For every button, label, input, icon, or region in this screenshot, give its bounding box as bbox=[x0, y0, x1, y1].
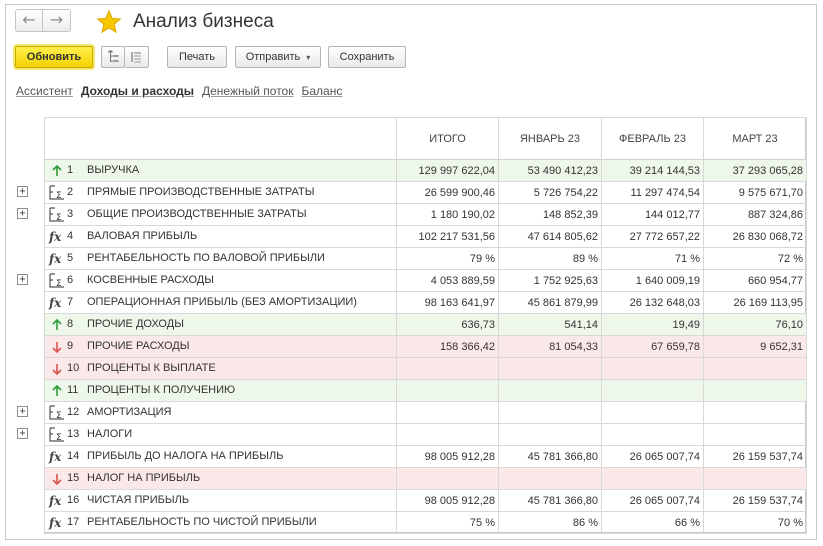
value-cell[interactable]: 26 830 068,72 bbox=[704, 226, 807, 248]
row-number: 8 bbox=[67, 318, 74, 331]
value-cell[interactable]: 144 012,77 bbox=[602, 204, 704, 226]
value-cell[interactable]: 66 % bbox=[602, 512, 704, 534]
value-cell[interactable]: 89 % bbox=[499, 248, 602, 270]
value-cell[interactable]: 26 599 900,46 bbox=[397, 182, 499, 204]
value-cell[interactable] bbox=[499, 358, 602, 380]
value-cell[interactable] bbox=[704, 468, 807, 490]
arrow-up-icon bbox=[47, 384, 67, 396]
table-row[interactable] bbox=[45, 468, 807, 490]
row-number: 17 bbox=[67, 516, 80, 529]
value-cell[interactable]: 158 366,42 bbox=[397, 336, 499, 358]
tab-0[interactable]: Ассистент bbox=[16, 84, 73, 98]
value-cell[interactable] bbox=[397, 358, 499, 380]
refresh-button[interactable] bbox=[15, 46, 93, 68]
value-cell[interactable] bbox=[397, 468, 499, 490]
arrow-down-icon bbox=[47, 362, 67, 374]
value-cell[interactable]: 26 065 007,74 bbox=[602, 446, 704, 468]
table-row[interactable] bbox=[45, 490, 807, 512]
row-number: 3 bbox=[67, 208, 74, 221]
row-name-cell[interactable] bbox=[45, 248, 397, 270]
row-name-cell[interactable] bbox=[45, 424, 397, 446]
row-label: АМОРТИЗАЦИЯ bbox=[87, 406, 172, 419]
value-cell[interactable]: 39 214 144,53 bbox=[602, 160, 704, 182]
value-cell[interactable] bbox=[397, 424, 499, 446]
print-button[interactable] bbox=[167, 46, 227, 68]
column-header-feb[interactable]: ФЕВРАЛЬ 23 bbox=[602, 118, 704, 160]
svg-text:fx: fx bbox=[49, 449, 62, 464]
value-cell[interactable]: 81 054,33 bbox=[499, 336, 602, 358]
row-label: РЕНТАБЕЛЬНОСТЬ ПО ЧИСТОЙ ПРИБЫЛИ bbox=[87, 516, 317, 529]
table-row[interactable] bbox=[45, 248, 807, 270]
row-label: КОСВЕННЫЕ РАСХОДЫ bbox=[87, 274, 214, 287]
table-row[interactable] bbox=[45, 314, 807, 336]
value-cell[interactable]: 26 159 537,74 bbox=[704, 446, 807, 468]
arrow-up-icon bbox=[47, 164, 67, 176]
value-cell[interactable]: 9 575 671,70 bbox=[704, 182, 807, 204]
row-name-cell[interactable] bbox=[45, 358, 397, 380]
svg-text:Σ: Σ bbox=[56, 410, 62, 421]
value-cell[interactable] bbox=[602, 358, 704, 380]
value-cell[interactable]: 98 005 912,28 bbox=[397, 490, 499, 512]
row-label: ПРИБЫЛЬ ДО НАЛОГА НА ПРИБЫЛЬ bbox=[87, 450, 284, 463]
value-cell[interactable]: 26 159 537,74 bbox=[704, 490, 807, 512]
row-number: 13 bbox=[67, 428, 80, 441]
value-cell[interactable] bbox=[397, 402, 499, 424]
expand-row-button[interactable]: + bbox=[17, 186, 28, 197]
row-name-cell[interactable] bbox=[45, 490, 397, 512]
formula-icon bbox=[47, 450, 67, 464]
value-cell[interactable]: 9 652,31 bbox=[704, 336, 807, 358]
value-cell[interactable]: 148 852,39 bbox=[499, 204, 602, 226]
value-cell[interactable] bbox=[602, 402, 704, 424]
value-cell[interactable] bbox=[499, 380, 602, 402]
value-cell[interactable]: 75 % bbox=[397, 512, 499, 534]
expand-row-button[interactable]: + bbox=[17, 274, 28, 285]
save-button[interactable] bbox=[328, 46, 406, 68]
value-cell[interactable]: 11 297 474,54 bbox=[602, 182, 704, 204]
column-header-jan[interactable]: ЯНВАРЬ 23 bbox=[499, 118, 602, 160]
send-dropdown-button[interactable] bbox=[235, 46, 321, 68]
table-row[interactable] bbox=[45, 424, 807, 446]
row-name-cell[interactable] bbox=[45, 446, 397, 468]
chevron-down-icon: ▾ bbox=[306, 53, 311, 62]
row-name-cell[interactable] bbox=[45, 468, 397, 490]
value-cell[interactable] bbox=[499, 424, 602, 446]
tab-3[interactable]: Баланс bbox=[301, 84, 343, 98]
value-cell[interactable]: 27 772 657,22 bbox=[602, 226, 704, 248]
sum-group-icon bbox=[47, 427, 67, 443]
row-label: ПРОЦЕНТЫ К ПОЛУЧЕНИЮ bbox=[87, 384, 236, 397]
value-cell[interactable] bbox=[499, 468, 602, 490]
value-cell[interactable]: 26 169 113,95 bbox=[704, 292, 807, 314]
row-number: 15 bbox=[67, 472, 80, 485]
table-row[interactable] bbox=[45, 226, 807, 248]
table-row[interactable] bbox=[45, 446, 807, 468]
row-name-cell[interactable] bbox=[45, 160, 397, 182]
row-number: 5 bbox=[67, 252, 74, 265]
value-cell[interactable] bbox=[704, 358, 807, 380]
list-icon bbox=[131, 50, 142, 64]
table-row[interactable] bbox=[45, 270, 807, 292]
svg-text:fx: fx bbox=[49, 515, 62, 530]
value-cell[interactable]: 86 % bbox=[499, 512, 602, 534]
value-cell[interactable] bbox=[704, 424, 807, 446]
row-label: ЧИСТАЯ ПРИБЫЛЬ bbox=[87, 494, 190, 507]
value-cell[interactable]: 53 490 412,23 bbox=[499, 160, 602, 182]
row-name-cell[interactable] bbox=[45, 226, 397, 248]
value-cell[interactable]: 26 132 648,03 bbox=[602, 292, 704, 314]
value-cell[interactable]: 98 005 912,28 bbox=[397, 446, 499, 468]
value-cell[interactable]: 1 752 925,63 bbox=[499, 270, 602, 292]
svg-text:Σ: Σ bbox=[56, 432, 62, 443]
svg-text:fx: fx bbox=[49, 251, 62, 266]
row-label: ОБЩИЕ ПРОИЗВОДСТВЕННЫЕ ЗАТРАТЫ bbox=[87, 208, 307, 221]
tree-structure-icon bbox=[108, 50, 119, 64]
expand-row-button[interactable]: + bbox=[17, 208, 28, 219]
list-settings-button[interactable] bbox=[125, 46, 149, 68]
svg-text:Σ: Σ bbox=[56, 212, 62, 223]
row-label: ПРЯМЫЕ ПРОИЗВОДСТВЕННЫЕ ЗАТРАТЫ bbox=[87, 186, 315, 199]
row-name-cell[interactable] bbox=[45, 402, 397, 424]
expand-row-button[interactable]: + bbox=[17, 406, 28, 417]
row-number: 6 bbox=[67, 274, 74, 287]
formula-icon bbox=[47, 230, 67, 244]
svg-text:Σ: Σ bbox=[56, 190, 62, 201]
value-cell[interactable]: 660 954,77 bbox=[704, 270, 807, 292]
structure-settings-button[interactable] bbox=[101, 46, 125, 68]
value-cell[interactable] bbox=[602, 424, 704, 446]
table-row[interactable] bbox=[45, 204, 807, 226]
value-cell[interactable]: 45 781 366,80 bbox=[499, 490, 602, 512]
row-number: 1 bbox=[67, 164, 74, 177]
favorite-star-icon[interactable] bbox=[96, 9, 122, 35]
row-number: 16 bbox=[67, 494, 80, 507]
value-cell[interactable]: 1 640 009,19 bbox=[602, 270, 704, 292]
row-name-cell[interactable] bbox=[45, 204, 397, 226]
value-cell[interactable] bbox=[499, 402, 602, 424]
value-cell[interactable]: 98 163 641,97 bbox=[397, 292, 499, 314]
value-cell[interactable]: 79 % bbox=[397, 248, 499, 270]
value-cell[interactable] bbox=[602, 468, 704, 490]
value-cell[interactable] bbox=[602, 380, 704, 402]
row-label: ВЫРУЧКА bbox=[87, 164, 140, 177]
back-button[interactable]: ← bbox=[15, 9, 43, 32]
value-cell[interactable]: 1 180 190,02 bbox=[397, 204, 499, 226]
value-cell[interactable]: 76,10 bbox=[704, 314, 807, 336]
forward-button[interactable]: → bbox=[43, 9, 71, 32]
table-row[interactable] bbox=[45, 358, 807, 380]
row-label: ПРОЧИЕ РАСХОДЫ bbox=[87, 340, 190, 353]
value-cell[interactable]: 129 997 622,04 bbox=[397, 160, 499, 182]
svg-text:Σ: Σ bbox=[56, 278, 62, 289]
sum-group-icon bbox=[47, 185, 67, 201]
arrow-down-icon bbox=[47, 340, 67, 352]
column-header-name bbox=[45, 118, 397, 160]
svg-text:fx: fx bbox=[49, 493, 62, 508]
row-name-cell[interactable] bbox=[45, 380, 397, 402]
report-grid bbox=[44, 117, 806, 533]
row-label: НАЛОГ НА ПРИБЫЛЬ bbox=[87, 472, 201, 485]
sum-group-icon bbox=[47, 207, 67, 223]
column-header-total[interactable]: ИТОГО bbox=[397, 118, 499, 160]
arrow-down-icon bbox=[47, 472, 67, 484]
row-name-cell[interactable] bbox=[45, 292, 397, 314]
row-name-cell[interactable] bbox=[45, 314, 397, 336]
value-cell[interactable]: 67 659,78 bbox=[602, 336, 704, 358]
value-cell[interactable]: 70 % bbox=[704, 512, 807, 534]
row-label: ОПЕРАЦИОННАЯ ПРИБЫЛЬ (БЕЗ АМОРТИЗАЦИИ) bbox=[87, 296, 357, 309]
value-cell[interactable] bbox=[397, 380, 499, 402]
value-cell[interactable]: 102 217 531,56 bbox=[397, 226, 499, 248]
table-row[interactable] bbox=[45, 182, 807, 204]
value-cell[interactable]: 37 293 065,28 bbox=[704, 160, 807, 182]
table-row[interactable] bbox=[45, 512, 807, 534]
row-label: НАЛОГИ bbox=[87, 428, 133, 441]
column-header-mar[interactable]: МАРТ 23 bbox=[704, 118, 807, 160]
row-number: 14 bbox=[67, 450, 80, 463]
tab-1[interactable]: Доходы и расходы bbox=[80, 84, 194, 98]
value-cell[interactable]: 72 % bbox=[704, 248, 807, 270]
row-number: 12 bbox=[67, 406, 80, 419]
arrow-up-icon bbox=[47, 318, 67, 330]
value-cell[interactable]: 19,49 bbox=[602, 314, 704, 336]
value-cell[interactable]: 4 053 889,59 bbox=[397, 270, 499, 292]
table-row[interactable] bbox=[45, 292, 807, 314]
refresh-button-label: Обновить bbox=[26, 51, 82, 63]
table-row[interactable] bbox=[45, 402, 807, 424]
row-number: 7 bbox=[67, 296, 74, 309]
table-row[interactable] bbox=[45, 380, 807, 402]
value-cell[interactable]: 5 726 754,22 bbox=[499, 182, 602, 204]
value-cell[interactable]: 636,73 bbox=[397, 314, 499, 336]
table-header-row bbox=[45, 118, 807, 160]
row-label: ПРОЧИЕ ДОХОДЫ bbox=[87, 318, 184, 331]
row-name-cell[interactable] bbox=[45, 182, 397, 204]
value-cell[interactable]: 541,14 bbox=[499, 314, 602, 336]
expand-row-button[interactable]: + bbox=[17, 428, 28, 439]
row-name-cell[interactable] bbox=[45, 270, 397, 292]
formula-icon bbox=[47, 252, 67, 266]
row-number: 2 bbox=[67, 186, 74, 199]
report-table bbox=[44, 117, 807, 534]
row-label: ПРОЦЕНТЫ К ВЫПЛАТЕ bbox=[87, 362, 216, 375]
row-label: ВАЛОВАЯ ПРИБЫЛЬ bbox=[87, 230, 198, 243]
send-button-label: Отправить bbox=[245, 51, 301, 63]
svg-text:fx: fx bbox=[49, 295, 62, 310]
row-number: 11 bbox=[67, 384, 79, 397]
value-cell[interactable]: 45 781 366,80 bbox=[499, 446, 602, 468]
table-row[interactable] bbox=[45, 336, 807, 358]
value-cell[interactable] bbox=[704, 402, 807, 424]
row-number: 10 bbox=[67, 362, 80, 375]
value-cell[interactable]: 887 324,86 bbox=[704, 204, 807, 226]
print-button-label: Печать bbox=[178, 51, 216, 63]
page-title: Анализ бизнеса bbox=[133, 11, 274, 32]
sum-group-icon bbox=[47, 405, 67, 421]
report-tabs bbox=[16, 84, 350, 98]
tab-2[interactable]: Денежный поток bbox=[202, 84, 294, 98]
svg-text:fx: fx bbox=[49, 229, 62, 244]
formula-icon bbox=[47, 296, 67, 310]
value-cell[interactable] bbox=[704, 380, 807, 402]
formula-icon bbox=[47, 494, 67, 508]
row-number: 4 bbox=[67, 230, 74, 243]
value-cell[interactable]: 45 861 879,99 bbox=[499, 292, 602, 314]
formula-icon bbox=[47, 516, 67, 530]
value-cell[interactable]: 47 614 805,62 bbox=[499, 226, 602, 248]
save-button-label: Сохранить bbox=[339, 51, 395, 63]
value-cell[interactable]: 71 % bbox=[602, 248, 704, 270]
row-number: 9 bbox=[67, 340, 74, 353]
row-name-cell[interactable] bbox=[45, 336, 397, 358]
row-label: РЕНТАБЕЛЬНОСТЬ ПО ВАЛОВОЙ ПРИБЫЛИ bbox=[87, 252, 325, 265]
table-row[interactable] bbox=[45, 160, 807, 182]
value-cell[interactable]: 26 065 007,74 bbox=[602, 490, 704, 512]
row-name-cell[interactable] bbox=[45, 512, 397, 534]
sum-group-icon bbox=[47, 273, 67, 289]
